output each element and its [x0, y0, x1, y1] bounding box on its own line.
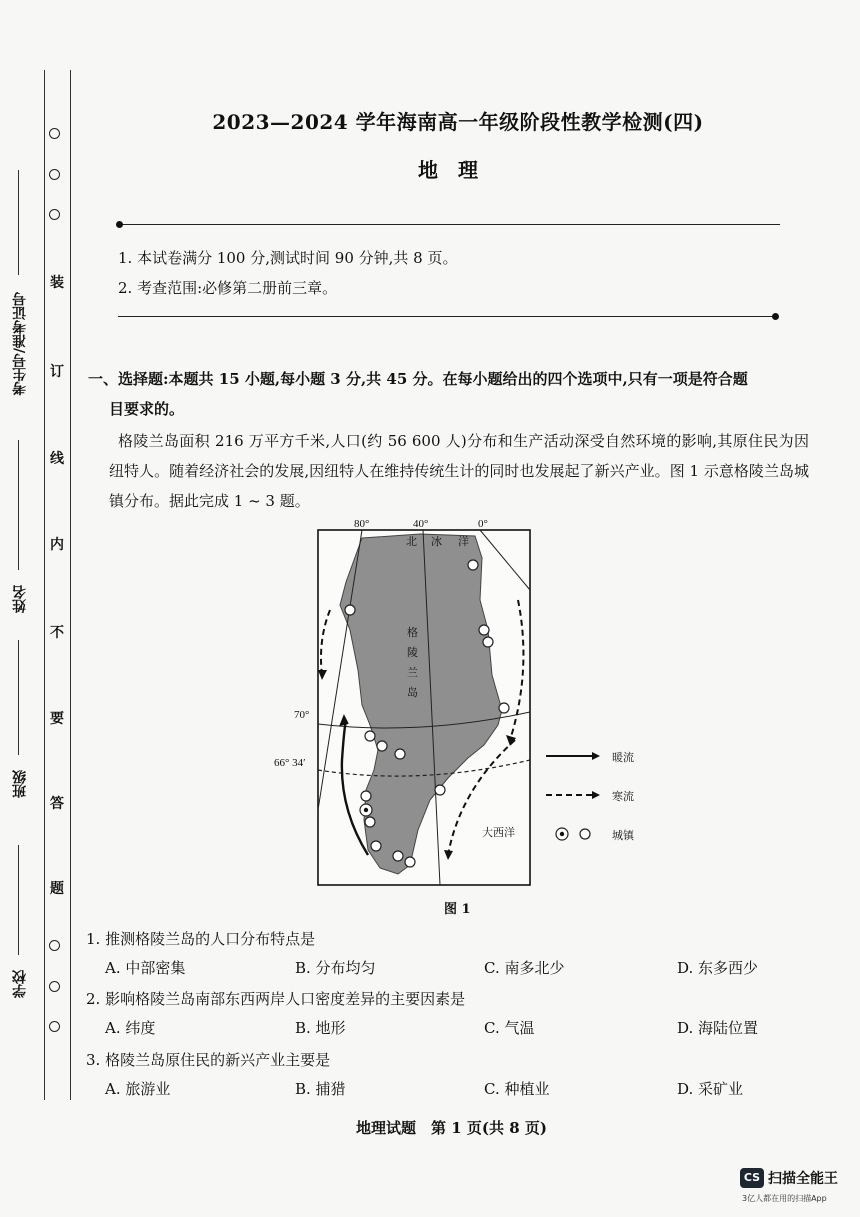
lat-label: 70° [294, 709, 310, 721]
passage: 格陵兰岛面积 216 万平方千米,人口(约 56 600 人)分布和生产活动深受自然环境的影响,其原住民为因纽特人。随着经济社会的发展,因纽特人在维持传统生计的同时也发展起了新兴产业。图 1 示意格陵兰岛城镇分布。据此完成 1 ~ 3 题。 [109, 432, 809, 510]
legend-label: 寒流 [612, 791, 634, 803]
ocean-char: 冰 [431, 536, 442, 548]
lon-label: 80° [354, 518, 370, 530]
town-marker [499, 703, 509, 713]
town-marker [365, 731, 375, 741]
binding-line-outer [44, 70, 45, 1100]
town-marker [479, 625, 489, 635]
town-marker [405, 857, 415, 867]
binding-hole-circle [49, 1021, 60, 1032]
question-option[interactable]: D. 海陆位置 [677, 1019, 759, 1037]
greenland-map [270, 510, 650, 900]
instruction-note: 1. 本试卷满分 100 分,测试时间 90 分钟,共 8 页。 [118, 249, 458, 267]
legend-capital-dot [560, 832, 564, 836]
question-option[interactable]: B. 分布均匀 [295, 959, 376, 977]
seal-char: 装 [50, 275, 64, 291]
legend-label: 城镇 [612, 830, 634, 842]
question-stem: 3. 格陵兰岛原住民的新兴产业主要是 [86, 1051, 331, 1069]
town-marker [435, 785, 445, 795]
name-fill-line[interactable] [18, 440, 19, 570]
binding-hole-circle [49, 940, 60, 951]
exam-id-label: 考生号/准考证号 [12, 292, 28, 396]
town-marker [345, 605, 355, 615]
school-fill-line[interactable] [18, 845, 19, 955]
seal-char: 答 [50, 796, 64, 812]
page-footer: 地理试题 第 1 页(共 8 页) [356, 1119, 547, 1137]
camscanner-logo: CS [740, 1168, 764, 1188]
class-fill-line[interactable] [18, 640, 19, 755]
ocean-char: 北 [406, 536, 417, 548]
exam-title: 2023—2024 学年海南高一年级阶段性教学检测(四) [212, 110, 704, 134]
section-heading-cont: 目要求的。 [109, 400, 185, 418]
island-char: 陵 [407, 647, 418, 659]
figure-caption: 图 1 [444, 902, 471, 917]
binding-line-inner [70, 70, 71, 1100]
question-stem: 1. 推测格陵兰岛的人口分布特点是 [86, 930, 316, 948]
binding-hole-circle [49, 981, 60, 992]
town-marker [393, 851, 403, 861]
question-option[interactable]: C. 南多北少 [484, 959, 565, 977]
instruction-note: 2. 考查范围:必修第二册前三章。 [118, 279, 338, 297]
question-option[interactable]: B. 捕猎 [295, 1080, 346, 1098]
seal-char: 线 [50, 451, 64, 467]
section-heading: 一、选择题:本题共 15 小题,每小题 3 分,共 45 分。在每小题给出的四个选项中,只有一项是符合题 [88, 370, 748, 388]
question-option[interactable]: A. 纬度 [105, 1019, 156, 1037]
exam-id-fill-line[interactable] [18, 170, 19, 275]
island-char: 格 [407, 627, 418, 639]
legend-label: 暖流 [612, 752, 634, 764]
town-marker [395, 749, 405, 759]
rule-line-top [118, 224, 780, 225]
ocean-label: 大西洋 [482, 827, 515, 839]
binding-hole-circle [49, 128, 60, 139]
rule-line-bottom [118, 316, 776, 317]
legend-cold-arrow [592, 791, 600, 799]
question-stem: 2. 影响格陵兰岛南部东西两岸人口密度差异的主要因素是 [86, 990, 466, 1008]
lat-label: 66° 34′ [274, 757, 306, 769]
town-marker [371, 841, 381, 851]
island-char: 兰 [407, 667, 418, 679]
seal-char: 要 [50, 711, 64, 727]
question-option[interactable]: D. 东多西少 [677, 959, 759, 977]
seal-char: 内 [50, 537, 64, 553]
legend-warm-arrow [592, 752, 600, 760]
question-option[interactable]: A. 中部密集 [105, 959, 186, 977]
lon-label: 40° [413, 518, 429, 530]
ocean-char: 洋 [458, 536, 469, 548]
scanner-name: 扫描全能王 [768, 1171, 838, 1187]
rule-dot [116, 221, 123, 228]
legend-town-marker [580, 829, 590, 839]
town-marker [361, 791, 371, 801]
lon-label: 0° [478, 518, 488, 530]
rule-dot [772, 313, 779, 320]
town-marker [483, 637, 493, 647]
island-char: 岛 [407, 687, 418, 699]
town-marker [468, 560, 478, 570]
binding-hole-circle [49, 209, 60, 220]
question-option[interactable]: A. 旅游业 [105, 1080, 171, 1098]
binding-hole-circle [49, 169, 60, 180]
town-marker [365, 817, 375, 827]
subject-title: 地理 [418, 158, 498, 182]
class-label: 班级 [12, 770, 28, 798]
question-option[interactable]: C. 种植业 [484, 1080, 550, 1098]
town-marker [377, 741, 387, 751]
question-option[interactable]: C. 气温 [484, 1019, 535, 1037]
question-option[interactable]: B. 地形 [295, 1019, 346, 1037]
capital-marker-dot [364, 808, 368, 812]
seal-char: 不 [50, 625, 64, 641]
question-option[interactable]: D. 采矿业 [677, 1080, 744, 1098]
seal-char: 题 [50, 881, 64, 897]
scanner-tagline: 3亿人都在用的扫描App [742, 1194, 827, 1203]
seal-char: 订 [50, 364, 64, 380]
name-label: 姓名 [12, 585, 28, 613]
school-label: 学校 [12, 970, 28, 998]
